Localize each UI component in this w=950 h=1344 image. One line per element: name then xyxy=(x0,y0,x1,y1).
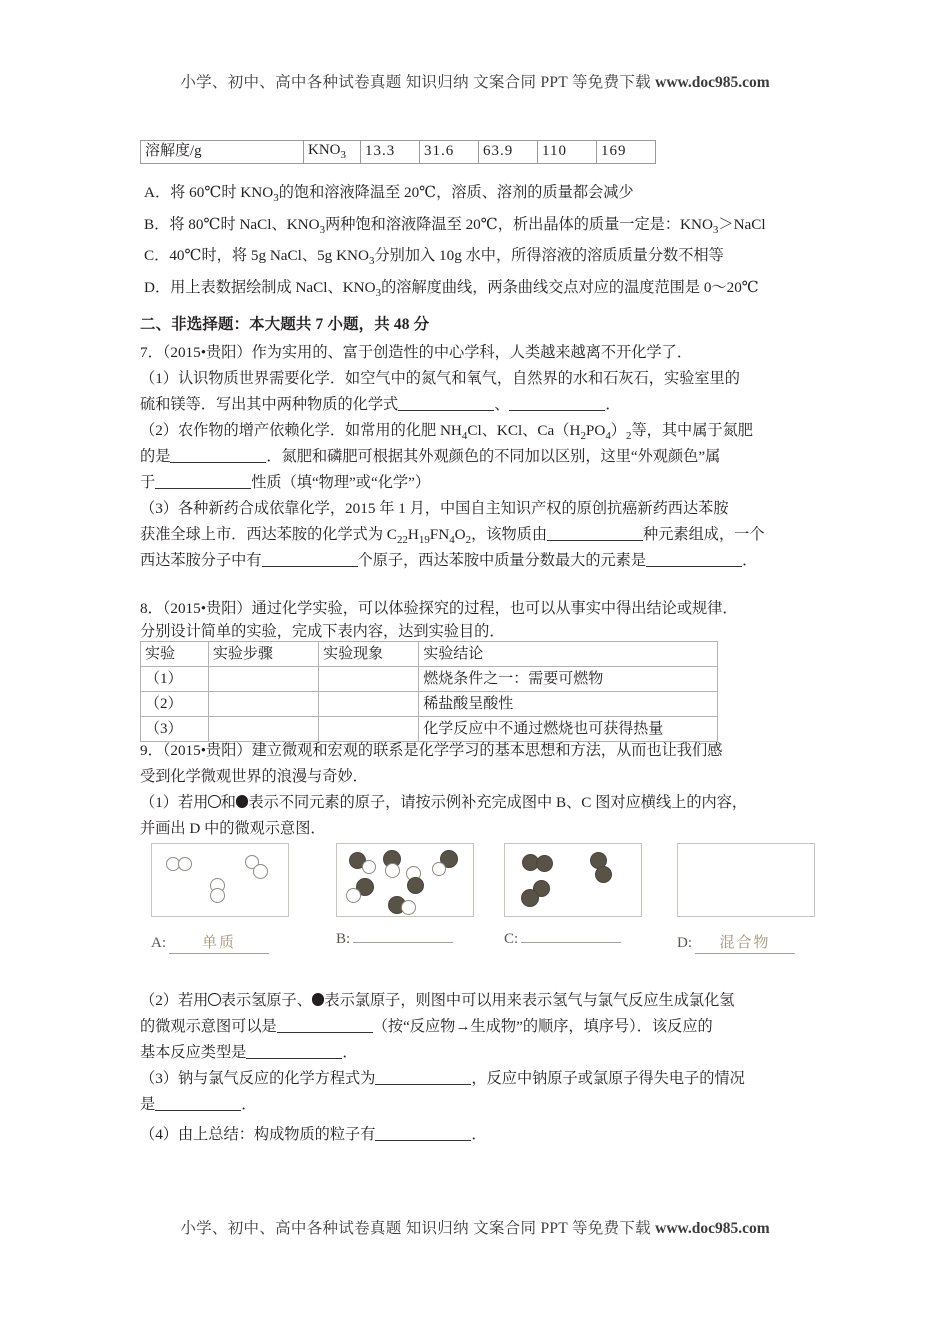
solubility-row-label: 溶解度/g xyxy=(141,141,304,164)
cell-steps[interactable] xyxy=(208,692,318,717)
q7-part3-line3 xyxy=(140,548,757,574)
table-row xyxy=(141,667,718,692)
q9-part2-line3 xyxy=(140,1040,358,1066)
col-header-experiment: 实验 xyxy=(141,642,209,667)
solubility-value: 63.9 xyxy=(479,141,538,164)
q9-p4-pre: （4）由上总结：构成物质的粒子有 xyxy=(140,1126,376,1143)
molecule-box-b xyxy=(336,843,474,917)
q9-stem-line2: 受到化学微观世界的浪漫与奇妙． xyxy=(140,768,368,785)
watermark-footer xyxy=(0,1216,950,1238)
q7-part1-line1: （1）认识物质世界需要化学．如空气中的氮气和氧气，自然界的水和石灰石，实验室里的 xyxy=(140,370,740,387)
cell-phenomenon[interactable] xyxy=(319,692,419,717)
q9-p3b-pre: 是 xyxy=(140,1096,156,1113)
q9-p2b-pre: 的微观示意图可以是 xyxy=(140,1018,277,1035)
solubility-value: 169 xyxy=(597,141,656,164)
solubility-value: 31.6 xyxy=(420,141,479,164)
q9-p2b-post: （按“反应物→生成物”的顺序，填序号）．该反应的 xyxy=(372,1018,713,1035)
q7-part3-line2: 获准全球上市．西达苯胺的化学式为 $C_{22}H_{19}FN_4O_2$，该物质由 种元素组成，一个 xyxy=(140,526,765,547)
answer-blank[interactable] xyxy=(277,1017,373,1032)
q9-p3-pre: （3）钠与氯气反应的化学方程式为 xyxy=(140,1070,376,1087)
q9-part2-line2 xyxy=(140,1014,713,1040)
choice-c: C．40℃时，将 5g NaCl、5g $KNO_3$分别加入 10g 水中，所得溶液的溶质质量分数不相等 xyxy=(144,247,724,268)
open-circle-icon xyxy=(208,993,220,1005)
cell-experiment-index: （1） xyxy=(141,667,209,692)
q9-p2c-pre: 基本反应类型是 xyxy=(140,1044,247,1061)
q7-p1-text: 硫和镁等．写出其中两种物质的化学式 xyxy=(140,396,399,413)
q9-part3-line1 xyxy=(140,1066,745,1092)
q9-part1-line2: 并画出 D 中的微观示意图． xyxy=(140,820,326,837)
molecule-tag-d: D: xyxy=(677,935,692,951)
molecule-diagram-row xyxy=(140,843,820,975)
q9-p2-mid2: 表示氯原子，则图中可以用来表示氢气与氯气反应生成氯化氢 xyxy=(324,992,735,1009)
table-row xyxy=(141,141,656,164)
answer-blank[interactable] xyxy=(262,551,358,566)
q7-p2-text: 的是 xyxy=(140,448,171,465)
q7-part2-line3 xyxy=(140,470,430,496)
col-header-steps: 实验步骤 xyxy=(208,642,318,667)
atom-white xyxy=(401,900,416,915)
molecule-answer-d[interactable]: 混合物 xyxy=(695,931,795,954)
solubility-value: 13.3 xyxy=(361,141,420,164)
watermark-text: 小学、初中、高中各种试卷真题 知识归纳 文案合同 PPT 等免费下载 xyxy=(180,74,651,91)
watermark-text: 小学、初中、高中各种试卷真题 知识归纳 文案合同 PPT 等免费下载 xyxy=(180,1220,651,1237)
watermark-url: www.doc985.com xyxy=(655,1220,770,1237)
q7-p2-end: ．氮肥和磷肥可根据其外观颜色的不同加以区别，这里“外观颜色”属 xyxy=(266,448,721,465)
atom-dark xyxy=(407,877,424,894)
molecule-answer-b[interactable] xyxy=(353,941,453,943)
q7-part1-line2 xyxy=(140,392,621,418)
q9-p2-pre: （2）若用 xyxy=(140,992,209,1009)
cell-conclusion: 化学反应中不通过燃烧也可获得热量 xyxy=(419,717,718,742)
q9-p4-post: ． xyxy=(471,1126,487,1143)
answer-blank[interactable] xyxy=(375,1069,471,1084)
answer-blank[interactable] xyxy=(155,473,251,488)
atom-white xyxy=(178,857,192,871)
filled-circle-icon xyxy=(236,795,248,807)
answer-blank[interactable] xyxy=(375,1125,471,1140)
table-header-row xyxy=(141,642,718,667)
atom-white xyxy=(253,864,268,879)
q9-part3-line2 xyxy=(140,1092,256,1118)
q9-part2-line1 xyxy=(140,988,734,1014)
col-header-conclusion: 实验结论 xyxy=(419,642,718,667)
col-header-phenomenon: 实验现象 xyxy=(319,642,419,667)
answer-blank[interactable] xyxy=(170,447,266,462)
q7-p3c-text: 西达苯胺分子中有 xyxy=(140,552,262,569)
answer-blank[interactable] xyxy=(509,395,605,410)
section-heading: 二、非选择题：本大题共 7 小题，共 48 分 xyxy=(140,316,430,333)
solubility-substance: $KNO_3$ xyxy=(304,141,361,164)
watermark-header xyxy=(0,70,950,92)
q9-stem-line1: 9．（2015•贵阳）建立微观和宏观的联系是化学学习的基本思想和方法，从而也让我们感 xyxy=(140,742,723,759)
q9-part4 xyxy=(140,1122,487,1148)
choice-d: D．用上表数据绘制成 NaCl、$KNO_3$的溶解度曲线，两条曲线交点对应的温度范围是 0～20℃ xyxy=(144,278,759,299)
open-circle-icon xyxy=(208,795,220,807)
atom-dark xyxy=(595,866,612,883)
experiment-table xyxy=(140,641,718,742)
q9-p3-post: ，反应中钠原子或氯原子得失电子的情况 xyxy=(471,1070,745,1087)
answer-blank[interactable] xyxy=(155,1095,241,1110)
solubility-table xyxy=(140,140,656,164)
molecule-tag-b: B: xyxy=(336,931,351,947)
atom-white xyxy=(432,862,446,876)
cell-experiment-index: （3） xyxy=(141,717,209,742)
choice-b: B．将 80℃时 NaCl、$KNO_3$两种饱和溶液降温至 20℃，析出晶体的质量一定是：$KNO_3>NaCl$ xyxy=(144,215,766,236)
q9-p1-post: 表示不同元素的原子，请按示例补充完成图中 B、C 图对应横线上的内容， xyxy=(248,794,748,811)
q7-part2-line2 xyxy=(140,444,720,470)
q9-p1-mid: 和 xyxy=(220,794,236,811)
molecule-answer-a[interactable]: 单质 xyxy=(169,931,269,954)
molecule-tag-a: A: xyxy=(151,935,166,951)
molecule-label-a xyxy=(151,931,269,954)
q7-p3c-mid: 个原子，西达苯胺中质量分数最大的元素是 xyxy=(357,552,647,569)
cell-phenomenon[interactable] xyxy=(319,667,419,692)
molecule-label-c xyxy=(504,931,621,948)
atom-dark xyxy=(521,889,539,907)
cell-conclusion: 燃烧条件之一：需要可燃物 xyxy=(419,667,718,692)
answer-blank[interactable] xyxy=(398,395,494,410)
q7-p1-sep: 、 xyxy=(494,396,510,413)
choice-a: A．将 60℃时 $KNO_3$的饱和溶液降温至 20℃，溶质、溶剂的质量都会减少 xyxy=(144,184,634,205)
q7-part2-line1: （2）农作物的增产依赖化学．如常用的化肥 $NH_4Cl$、KCl、$Ca(H_2PO_4)_2$等，其中属于氮肥 xyxy=(140,422,753,443)
q8-stem-line1: 8．（2015•贵阳）通过化学实验，可以体验探究的过程，也可以从事实中得出结论或规律． xyxy=(140,600,738,617)
cell-experiment-index: （2） xyxy=(141,692,209,717)
q9-part1-line1 xyxy=(140,790,747,816)
q7-p2c-text: 于 xyxy=(140,474,156,491)
q7-p3c-end: ． xyxy=(742,552,758,569)
table-row xyxy=(141,692,718,717)
solubility-value: 110 xyxy=(538,141,597,164)
q9-p2-mid1: 表示氢原子、 xyxy=(220,992,312,1009)
atom-white xyxy=(346,888,361,903)
q9-p2c-post: ． xyxy=(342,1044,358,1061)
choice-list xyxy=(144,180,820,307)
atom-white xyxy=(362,860,376,874)
atom-white xyxy=(210,888,225,903)
q7-p2c-end: 性质（填“物理”或“化学”） xyxy=(251,474,431,491)
atom-dark xyxy=(536,855,553,872)
molecule-label-b xyxy=(336,931,453,948)
q7-stem: 7．（2015•贵阳）作为实用的、富于创造性的中心学科，人类越来越离不开化学了． xyxy=(140,344,693,361)
cell-steps[interactable] xyxy=(208,667,318,692)
filled-circle-icon xyxy=(312,993,324,1005)
atom-white xyxy=(385,863,400,878)
answer-blank[interactable] xyxy=(547,525,643,540)
answer-blank[interactable] xyxy=(646,551,742,566)
cell-conclusion: 稀盐酸呈酸性 xyxy=(419,692,718,717)
q9-p3b-post: ． xyxy=(241,1096,257,1113)
molecule-tag-c: C: xyxy=(504,931,519,947)
q9-p1-pre: （1）若用 xyxy=(140,794,209,811)
molecule-box-a xyxy=(151,843,289,917)
molecule-box-d[interactable] xyxy=(677,843,815,917)
q7-part3-line1: （3）各种新药合成依靠化学，2015 年 1 月，中国自主知识产权的原创抗癌新药西达苯胺 xyxy=(140,500,729,517)
q7-p1-end: ． xyxy=(605,396,621,413)
watermark-url: www.doc985.com xyxy=(655,74,770,91)
molecule-box-c xyxy=(504,843,642,917)
molecule-answer-c[interactable] xyxy=(521,941,621,943)
molecule-label-d xyxy=(677,931,795,954)
q8-stem-line2: 分别设计简单的实验，完成下表内容，达到实验目的． xyxy=(140,623,505,640)
answer-blank[interactable] xyxy=(246,1043,342,1058)
